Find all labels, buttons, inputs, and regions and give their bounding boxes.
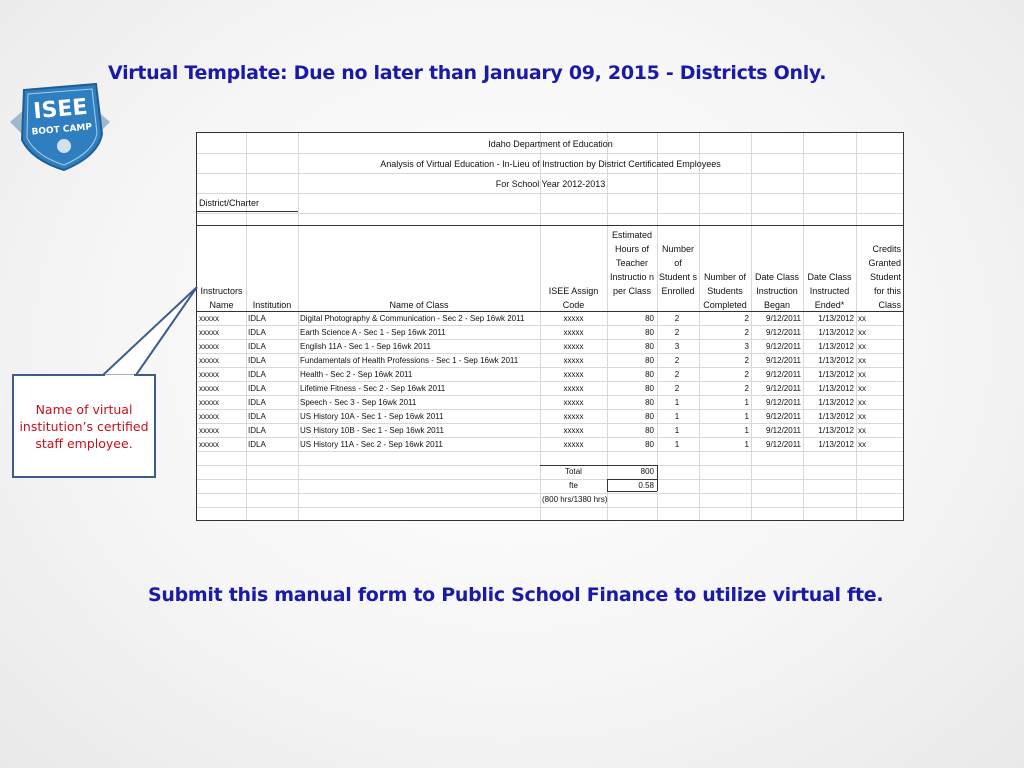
- cell-hours: 80: [645, 356, 654, 365]
- cell-credits: xx: [858, 356, 866, 365]
- table-row: [197, 396, 903, 410]
- cell-date-began: 9/12/2011: [766, 440, 801, 449]
- cell-date-began: 9/12/2011: [766, 370, 801, 379]
- cell-institution: IDLA: [248, 384, 266, 393]
- cell-date-ended: 1/13/2012: [818, 426, 854, 435]
- cell-date-ended: 1/13/2012: [818, 384, 854, 393]
- cell-date-ended: 1/13/2012: [818, 398, 854, 407]
- cell-hours: 80: [645, 384, 654, 393]
- cell-instructor: xxxxx: [199, 356, 219, 365]
- cell-assign-code: xxxxx: [563, 398, 584, 407]
- cell-completed: 2: [744, 328, 749, 337]
- cell-enrolled: 1: [674, 398, 680, 407]
- cell-enrolled: 3: [674, 342, 680, 351]
- sheet-title-school-year: For School Year 2012-2013: [495, 179, 606, 189]
- cell-date-began: 9/12/2011: [766, 356, 801, 365]
- cell-class-name: Earth Science A - Sec 1 - Sep 16wk 2011: [300, 328, 446, 337]
- cell-assign-code: xxxxx: [563, 426, 584, 435]
- table-row: [197, 424, 903, 438]
- table-row: [197, 354, 903, 368]
- fte-calculation-note: (800 hrs/1380 hrs): [542, 495, 608, 504]
- sheet-title-department: Idaho Department of Education: [488, 139, 613, 149]
- cell-enrolled: 1: [674, 412, 680, 421]
- cell-class-name: Speech - Sec 3 - Sep 16wk 2011: [300, 398, 417, 407]
- cell-instructor: xxxxx: [199, 426, 219, 435]
- logo-text-boot-camp: BOOT CAMP: [31, 122, 93, 138]
- cell-class-name: Health - Sec 2 - Sep 16wk 2011: [300, 370, 413, 379]
- cell-hours: 80: [645, 370, 654, 379]
- cell-instructor: xxxxx: [199, 412, 219, 421]
- cell-credits: xx: [858, 328, 866, 337]
- callout-text: Name of virtual institution’s certified staff employee.: [19, 401, 149, 451]
- cell-date-began: 9/12/2011: [766, 314, 801, 323]
- cell-institution: IDLA: [248, 398, 266, 407]
- cell-instructor: xxxxx: [199, 370, 219, 379]
- cell-date-began: 9/12/2011: [766, 398, 801, 407]
- cell-credits: xx: [858, 412, 866, 421]
- table-row: [197, 312, 903, 326]
- cell-class-name: English 11A - Sec 1 - Sep 16wk 2011: [300, 342, 431, 351]
- col-institution: Institution: [252, 300, 292, 310]
- cell-assign-code: xxxxx: [563, 412, 584, 421]
- col-isee-assign-code: ISEE Assign Code: [548, 286, 599, 310]
- cell-enrolled: 2: [674, 384, 680, 393]
- cell-assign-code: xxxxx: [563, 342, 584, 351]
- cell-assign-code: xxxxx: [563, 328, 584, 337]
- slide-title: Virtual Template: Due no later than January 09, 2015 - Districts Only.: [108, 62, 827, 84]
- cell-completed: 3: [744, 342, 749, 351]
- cell-enrolled: 1: [674, 440, 680, 449]
- cell-institution: IDLA: [248, 356, 266, 365]
- cell-completed: 1: [744, 412, 749, 421]
- cell-institution: IDLA: [248, 342, 266, 351]
- cell-instructor: xxxxx: [199, 342, 219, 351]
- col-estimated-hours: Estimated Hours of Teacher Instructio n per Class: [609, 230, 655, 296]
- cell-date-began: 9/12/2011: [766, 342, 801, 351]
- district-charter-label: District/Charter: [199, 198, 260, 208]
- cell-credits: xx: [858, 398, 866, 407]
- callout-box: [12, 374, 156, 478]
- cell-instructor: xxxxx: [199, 440, 219, 449]
- cell-enrolled: 2: [674, 356, 680, 365]
- total-label: Total: [565, 467, 582, 476]
- cell-enrolled: 2: [674, 314, 680, 323]
- cell-institution: IDLA: [248, 440, 266, 449]
- cell-completed: 2: [744, 384, 749, 393]
- total-value: 800: [640, 467, 654, 476]
- cell-class-name: US History 10B - Sec 1 - Sep 16wk 2011: [300, 426, 444, 435]
- col-date-ended: Date Class Instructed Ended*: [807, 272, 852, 310]
- fte-value: 0.58: [638, 481, 654, 490]
- cell-hours: 80: [645, 440, 654, 449]
- cell-date-ended: 1/13/2012: [818, 370, 854, 379]
- cell-date-began: 9/12/2011: [766, 384, 801, 393]
- cell-date-began: 9/12/2011: [766, 426, 801, 435]
- col-students-enrolled: Number of Student s Enrolled: [658, 244, 698, 296]
- cell-hours: 80: [645, 314, 654, 323]
- table-row: [197, 410, 903, 424]
- cell-hours: 80: [645, 342, 654, 351]
- cell-hours: 80: [645, 398, 654, 407]
- cell-assign-code: xxxxx: [563, 370, 584, 379]
- cell-hours: 80: [645, 426, 654, 435]
- cell-enrolled: 2: [674, 328, 680, 337]
- virtual-education-sheet: [196, 132, 904, 521]
- footer-instruction: Submit this manual form to Public School Finance to utilize virtual fte.: [148, 584, 884, 606]
- cell-hours: 80: [645, 412, 654, 421]
- cell-date-ended: 1/13/2012: [818, 314, 854, 323]
- col-students-completed: Number of Students Completed: [703, 272, 747, 310]
- cell-completed: 2: [744, 370, 749, 379]
- cell-assign-code: xxxxx: [563, 440, 584, 449]
- cell-assign-code: xxxxx: [563, 384, 584, 393]
- cell-completed: 2: [744, 356, 749, 365]
- cell-date-ended: 1/13/2012: [818, 440, 854, 449]
- cell-credits: xx: [858, 384, 866, 393]
- cell-instructor: xxxxx: [199, 328, 219, 337]
- cell-credits: xx: [858, 426, 866, 435]
- cell-class-name: US History 10A - Sec 1 - Sep 16wk 2011: [300, 412, 444, 421]
- cell-date-ended: 1/13/2012: [818, 412, 854, 421]
- isee-boot-camp-logo: [6, 82, 114, 174]
- col-date-began: Date Class Instruction Began: [754, 272, 799, 310]
- sheet-title-analysis: Analysis of Virtual Education - In-Lieu of Instruction by District Certificated Employees: [380, 159, 721, 169]
- table-row: [197, 382, 903, 396]
- table-row: [197, 368, 903, 382]
- cell-instructor: xxxxx: [199, 314, 219, 323]
- cell-class-name: Digital Photography & Communication - Sec 2 - Sep 16wk 2011: [300, 314, 525, 323]
- cell-institution: IDLA: [248, 328, 266, 337]
- cell-enrolled: 2: [674, 370, 680, 379]
- cell-date-ended: 1/13/2012: [818, 328, 854, 337]
- cell-assign-code: xxxxx: [563, 356, 584, 365]
- col-name-of-class: Name of Class: [389, 300, 449, 310]
- cell-class-name: Fundamentals of Health Professions - Sec 1 - Sep 16wk 2011: [300, 356, 519, 365]
- cell-instructor: xxxxx: [199, 384, 219, 393]
- cell-credits: xx: [858, 314, 866, 323]
- table-row: [197, 438, 903, 452]
- cell-date-ended: 1/13/2012: [818, 356, 854, 365]
- fte-label: fte: [569, 481, 578, 490]
- cell-enrolled: 1: [674, 426, 680, 435]
- cell-completed: 2: [744, 314, 749, 323]
- cell-credits: xx: [858, 342, 866, 351]
- cell-credits: xx: [858, 370, 866, 379]
- table-row: [197, 340, 903, 354]
- cell-completed: 1: [744, 440, 749, 449]
- cell-institution: IDLA: [248, 314, 266, 323]
- cell-date-ended: 1/13/2012: [818, 342, 854, 351]
- cell-completed: 1: [744, 398, 749, 407]
- cell-institution: IDLA: [248, 426, 266, 435]
- cell-completed: 1: [744, 426, 749, 435]
- cell-date-began: 9/12/2011: [766, 328, 801, 337]
- logo-text-isee: ISEE: [32, 94, 89, 125]
- col-instructors-name: Instructors Name: [200, 286, 243, 310]
- cell-credits: xx: [858, 440, 866, 449]
- col-credits-granted: Credits Granted Student for this Class: [868, 244, 901, 310]
- cell-institution: IDLA: [248, 370, 266, 379]
- cell-assign-code: xxxxx: [563, 314, 584, 323]
- cell-class-name: US History 11A - Sec 2 - Sep 16wk 2011: [300, 440, 443, 449]
- cell-instructor: xxxxx: [199, 398, 219, 407]
- cell-class-name: Lifetime Fitness - Sec 2 - Sep 16wk 2011: [300, 384, 446, 393]
- cell-hours: 80: [645, 328, 654, 337]
- cell-date-began: 9/12/2011: [766, 412, 801, 421]
- cell-institution: IDLA: [248, 412, 266, 421]
- table-row: [197, 326, 903, 340]
